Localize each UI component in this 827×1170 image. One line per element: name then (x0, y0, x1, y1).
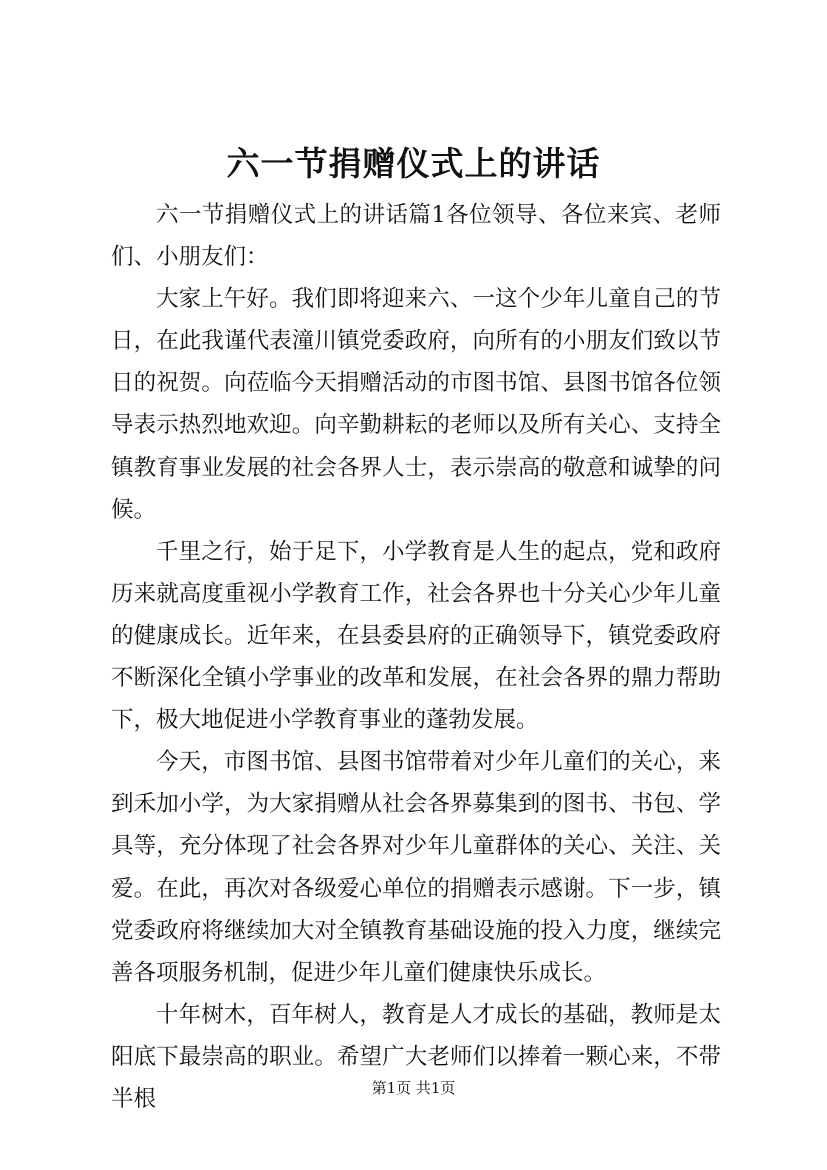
document-body (111, 194, 721, 1120)
paragraph-1: 六一节捐赠仪式上的讲话篇1各位领导、各位来宾、老师们、小朋友们： (111, 202, 721, 271)
page-footer: 第1页 共1页 (371, 1079, 456, 1097)
paragraph-4: 今天，市图书馆、县图书馆带着对少年儿童们的关心，来到禾加小学，为大家捐赠从社会各界募集到的图书、书包、学具等，充分体现了社会各界对少年儿童群体的关心、关注、关爱。在此，再次对各级爱心单位的捐赠表示感谢。下一步，镇党委政府将继续加大对全镇教育基础设施的投入力度，继续完善各项服务机制，促进少年儿童们健康快乐成长。 (111, 749, 721, 986)
paragraph-3: 千里之行，始于足下，小学教育是人生的起点，党和政府历来就高度重视小学教育工作，社会各界也十分关心少年儿童的健康成长。近年来，在县委县府的正确领导下，镇党委政府不断深化全镇小学事业的改革和发展，在社会各界的鼎力帮助下，极大地促进小学教育事业的蓬勃发展。 (111, 538, 721, 734)
paragraph-2: 大家上午好。我们即将迎来六、一这个少年儿童自己的节日，在此我谨代表潼川镇党委政府，向所有的小朋友们致以节日的祝贺。向莅临今天捐赠活动的市图书馆、县图书馆各位领导表示热烈地欢迎。向辛勤耕耘的老师以及所有关心、支持全镇教育事业发展的社会各界人士，表示崇高的敬意和诚挚的问候。 (111, 286, 721, 523)
paragraph-5: 十年树木，百年树人，教育是人才成长的基础，教师是太阳底下最崇高的职业。希望广大老师们以捧着一颗心来，不带半根 (111, 1001, 721, 1112)
document-title: 六一节捐赠仪式上的讲话 (226, 144, 601, 183)
